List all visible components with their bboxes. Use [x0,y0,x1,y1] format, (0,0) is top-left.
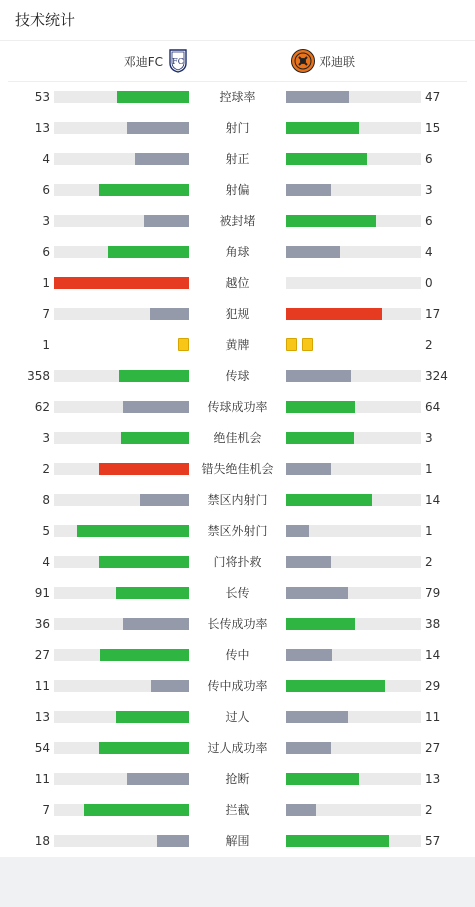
away-stat-bar [286,246,421,258]
home-stat-value: 358 [27,369,50,383]
away-stat-bar [286,680,421,692]
dundee-fc-crest-icon [169,49,187,73]
stat-label: 传球成功率 [207,400,268,414]
stat-row [0,299,475,330]
away-stat-value: 324 [425,369,448,383]
away-stat-bar [286,91,421,103]
away-stat-value: 6 [425,214,433,228]
home-stat-bar-fill [157,835,189,847]
home-stat-value: 2 [42,462,50,476]
away-stat-value: 3 [425,183,433,197]
home-stat-value: 91 [34,586,50,600]
stat-label: 门将扑救 [213,555,262,569]
away-stat-bar-fill [286,308,382,320]
stat-row [0,392,475,423]
stat-label: 过人成功率 [207,741,268,755]
away-stat-value: 57 [425,834,441,848]
away-stat-bar [286,215,421,227]
home-stat-bar-fill [100,649,189,661]
home-stat-bar [54,711,189,723]
away-team[interactable] [291,50,355,72]
away-stat-value: 2 [425,803,433,817]
home-stat-value: 4 [42,555,50,569]
away-stat-bar [286,649,421,661]
stat-row [0,82,475,113]
home-stat-value: 5 [42,524,50,538]
stat-label: 犯规 [225,307,250,321]
home-stat-value: 1 [42,338,50,352]
away-stat-value: 38 [425,617,441,631]
away-stat-bar [286,184,421,196]
home-stat-bar [54,91,189,103]
stat-row [0,175,475,206]
stat-row [0,640,475,671]
home-stat-bar [54,742,189,754]
away-stat-bar [286,494,421,506]
stat-label: 角球 [225,245,250,259]
stat-label: 过人 [225,710,250,724]
away-stat-value: 2 [425,338,433,352]
away-stat-bar [286,742,421,754]
away-stat-value: 1 [425,462,433,476]
stat-row [0,826,475,857]
home-stat-bar-fill [99,184,189,196]
stat-label: 射正 [225,152,250,166]
home-stat-value: 3 [42,214,50,228]
home-stat-bar [54,122,189,134]
home-stat-bar [54,649,189,661]
away-team-name: 邓迪联 [319,54,356,69]
away-stat-bar-fill [286,773,359,785]
page-title: 技术统计 [15,11,76,29]
home-stat-value: 8 [42,493,50,507]
away-stat-bar-fill [286,494,372,506]
away-stat-value: 6 [425,152,433,166]
away-stat-bar-fill [286,370,351,382]
stat-row [0,206,475,237]
away-stat-bar-fill [286,525,309,537]
home-stat-bar-fill [117,91,189,103]
home-stat-bar-fill [84,804,189,816]
away-stat-bar [286,835,421,847]
away-stat-bar-fill [286,91,349,103]
away-stat-bar [286,804,421,816]
dundee-united-crest-icon [291,49,315,73]
away-stat-bar-fill [286,649,332,661]
home-stat-bar-fill [99,742,189,754]
stat-label: 传球 [225,369,250,383]
stat-row [0,144,475,175]
home-stat-bar-fill [140,494,189,506]
stat-row [0,764,475,795]
home-stat-bar [54,587,189,599]
away-stat-value: 4 [425,245,433,259]
away-stat-value: 1 [425,524,433,538]
yellow-card-icon [302,338,313,351]
home-stat-bar-fill [127,122,189,134]
home-stat-value: 6 [42,245,50,259]
home-stat-bar [54,215,189,227]
stat-label: 射门 [225,121,250,135]
home-stat-bar-fill [123,401,189,413]
stat-row [0,702,475,733]
stat-label: 长传 [225,586,250,600]
stat-label: 禁区外射门 [207,524,268,538]
home-stat-value: 1 [42,276,50,290]
away-stat-bar-fill [286,432,354,444]
stats-list [0,82,475,857]
away-yellow-cards [286,338,313,352]
home-stat-bar-fill [119,370,189,382]
away-stat-bar [286,370,421,382]
stat-label: 绝佳机会 [213,431,262,445]
away-stat-value: 14 [425,648,441,662]
home-stat-bar-fill [127,773,189,785]
home-stat-value: 7 [42,803,50,817]
stat-row [0,237,475,268]
stat-row [0,113,475,144]
home-stat-bar-fill [116,587,189,599]
away-stat-value: 11 [425,710,441,724]
away-stat-bar-fill [286,122,359,134]
home-stat-bar-fill [116,711,189,723]
home-stat-bar [54,432,189,444]
home-stat-bar [54,618,189,630]
away-stat-value: 17 [425,307,441,321]
away-stat-value: 27 [425,741,441,755]
home-stat-bar-fill [77,525,189,537]
away-stat-bar [286,587,421,599]
home-stat-value: 13 [34,710,50,724]
stat-row [0,268,475,299]
away-stat-bar-fill [286,680,385,692]
home-stat-bar-fill [144,215,189,227]
yellow-card-icon [286,338,297,351]
stat-row [0,547,475,578]
stat-label: 长传成功率 [207,617,268,631]
stat-row [0,795,475,826]
away-stat-bar [286,618,421,630]
away-stat-bar-fill [286,153,367,165]
home-stat-value: 11 [34,679,50,693]
away-stat-bar-fill [286,463,331,475]
home-stat-value: 53 [34,90,50,104]
stat-label: 传中 [225,648,250,662]
away-stat-bar-fill [286,711,348,723]
home-stat-value: 3 [42,431,50,445]
home-stat-bar [54,401,189,413]
home-stat-bar [54,463,189,475]
stat-row [0,423,475,454]
stat-label: 拦截 [225,803,250,817]
home-team-name: 邓迪FC [123,54,163,69]
away-stat-bar [286,153,421,165]
home-stat-bar [54,184,189,196]
home-stat-bar-fill [99,463,189,475]
home-stat-bar-fill [108,246,189,258]
home-stat-value: 13 [34,121,50,135]
stat-label: 错失绝佳机会 [201,462,274,476]
home-stat-value: 36 [34,617,50,631]
away-stat-bar-fill [286,246,340,258]
stat-label: 射偏 [225,183,250,197]
stat-row [0,485,475,516]
home-stat-bar [54,773,189,785]
home-stat-bar [54,153,189,165]
away-stat-bar [286,122,421,134]
stat-label: 黄牌 [225,338,250,352]
divider [0,40,475,41]
home-stat-value: 54 [34,741,50,755]
away-stat-bar-fill [286,215,376,227]
home-stat-value: 4 [42,152,50,166]
away-stat-bar-fill [286,618,355,630]
stat-row [0,361,475,392]
home-stat-value: 6 [42,183,50,197]
home-stat-bar-fill [54,277,189,289]
away-stat-bar [286,401,421,413]
away-stat-value: 13 [425,772,441,786]
away-stat-bar [286,277,421,289]
stat-label: 控球率 [219,90,256,104]
away-stat-value: 0 [425,276,433,290]
home-stat-bar [54,556,189,568]
away-stat-bar [286,525,421,537]
home-stat-bar [54,246,189,258]
stat-row [0,330,475,361]
away-stat-value: 79 [425,586,441,600]
away-stat-value: 29 [425,679,441,693]
stat-row [0,733,475,764]
home-stat-bar [54,277,189,289]
away-stat-bar-fill [286,804,316,816]
away-stat-bar-fill [286,835,389,847]
home-stat-value: 7 [42,307,50,321]
away-stat-bar [286,432,421,444]
home-stat-bar-fill [151,680,189,692]
away-stat-bar-fill [286,742,331,754]
home-stat-bar-fill [99,556,189,568]
home-stat-bar [54,680,189,692]
stat-row [0,578,475,609]
away-stat-bar [286,463,421,475]
away-stat-bar-fill [286,587,348,599]
home-team[interactable] [124,50,187,72]
stat-label: 越位 [225,276,250,290]
home-stat-bar [54,804,189,816]
home-stat-bar-fill [150,308,189,320]
stat-label: 传中成功率 [207,679,268,693]
home-yellow-cards [178,338,189,352]
home-stat-bar [54,835,189,847]
away-stat-value: 15 [425,121,441,135]
svg-text:FC: FC [172,57,184,66]
home-stat-bar [54,525,189,537]
yellow-card-icon [178,338,189,351]
stat-label: 解围 [225,834,250,848]
away-stat-bar [286,773,421,785]
home-stat-value: 27 [34,648,50,662]
away-stat-value: 64 [425,400,441,414]
home-stat-bar-fill [121,432,189,444]
stat-label: 被封堵 [219,214,256,228]
away-stat-bar-fill [286,401,355,413]
away-stat-value: 14 [425,493,441,507]
away-stat-value: 3 [425,431,433,445]
stat-row [0,516,475,547]
home-stat-value: 11 [34,772,50,786]
home-stat-value: 62 [34,400,50,414]
home-stat-bar-fill [135,153,189,165]
away-stat-value: 2 [425,555,433,569]
stat-row [0,454,475,485]
stat-label: 禁区内射门 [207,493,268,507]
home-stat-bar [54,308,189,320]
away-stat-bar-fill [286,556,331,568]
home-stat-bar-fill [123,618,189,630]
away-stat-bar [286,556,421,568]
home-stat-value: 18 [34,834,50,848]
stat-label: 抢断 [225,772,250,786]
stat-row [0,671,475,702]
away-stat-bar [286,308,421,320]
home-stat-bar [54,494,189,506]
away-stat-bar-fill [286,184,331,196]
away-stat-value: 47 [425,90,441,104]
home-stat-bar [54,370,189,382]
away-stat-bar [286,711,421,723]
stat-row [0,609,475,640]
